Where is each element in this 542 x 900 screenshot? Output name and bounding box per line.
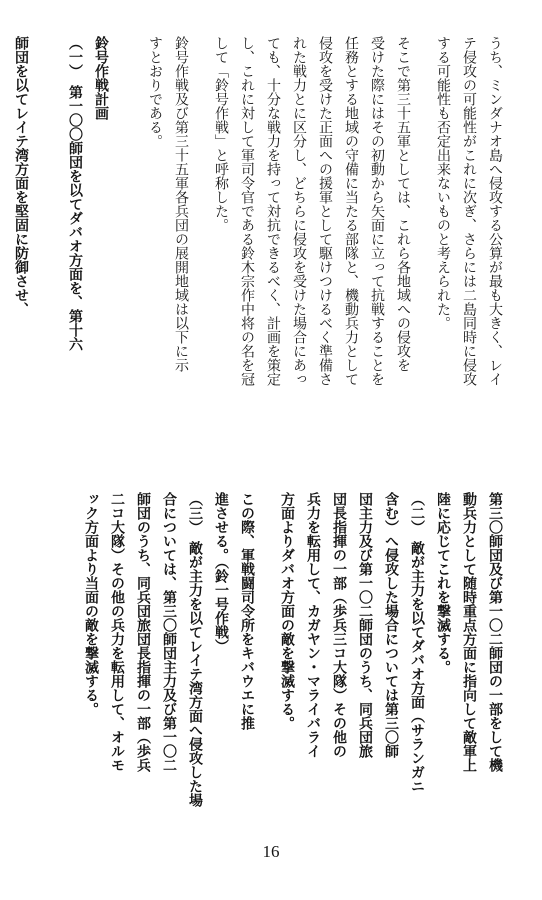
- section-heading: 鈴号作戦計画: [93, 36, 109, 120]
- list-item-continuation: 含む）へ侵攻した場合については第三〇師: [383, 492, 399, 758]
- list-item-continuation: 師団を以てレイテ湾方面を堅固に防御させ、: [13, 36, 29, 316]
- list-item: （一） 第一〇〇師団を以てダバオ方面を、第十六: [67, 36, 83, 351]
- list-item-continuation: ック方面より当面の敵を撃滅する。: [83, 492, 99, 716]
- list-item: （二） 敵が主力を以てダバオ方面（サランガニ: [409, 492, 425, 793]
- text-line: れた戦力とに区分し、どちらに侵攻を受けた場合にあっ: [291, 36, 307, 386]
- text-line: 鈴号作戦及び第三十五軍各兵団の展開地域は以下に示: [173, 36, 189, 372]
- page-number: 16: [262, 842, 280, 861]
- list-item-continuation: 方面よりダバオ方面の敵を撃滅する。: [279, 492, 295, 730]
- text-line: すとおりである。: [147, 36, 163, 148]
- list-item-continuation: 団長指揮の一部（歩兵三コ大隊）その他の: [331, 492, 347, 758]
- top-text-block: [13, 36, 508, 416]
- list-item-continuation: 進させる。（鈴一号作戦）: [213, 492, 229, 653]
- text-line: し、これに対して軍司令官である鈴木宗作中将の名を冠: [239, 36, 255, 386]
- bottom-text-block: [34, 492, 508, 832]
- list-item-continuation: 動兵力として随時重点方面に指向して敵軍上: [461, 492, 477, 772]
- list-item-continuation: 合については、第三〇師団主力及び第一〇二: [161, 492, 177, 772]
- text-line: 侵攻を受けた正面への援軍として駆けつけるべく準備さ: [317, 36, 333, 386]
- text-line: して「鈴号作戦」と呼称した。: [213, 36, 229, 232]
- list-item-continuation: 兵力を転用して、カガヤン・マライバライ: [305, 492, 321, 758]
- text-line: ても、十分な戦力を持って対抗できるべく、計画を策定: [265, 36, 281, 386]
- list-item-continuation: 師団のうち、同兵団旅団長指揮の一部（歩兵: [135, 492, 151, 772]
- list-item: （三） 敵が主力を以てレイテ湾方面へ侵攻した場: [187, 492, 203, 807]
- text-line: する可能性も否定出来ないものと考えられた。: [435, 36, 451, 330]
- list-item-continuation: この際、軍戦闘司令所をキバウエに推: [239, 492, 255, 730]
- list-item-continuation: 陸に応じてこれを撃滅する。: [435, 492, 451, 674]
- text-line: テ侵攻の可能性がこれに次ぎ、さらには二島同時に侵攻: [461, 36, 477, 386]
- text-line: うち、ミンダナオ島へ侵攻する公算が最も大きく、レイ: [487, 36, 503, 386]
- list-item-continuation: 団主力及び第一〇二師団のうち、同兵団旅: [357, 492, 373, 758]
- list-item-continuation: 二コ大隊）その他の兵力を転用して、オルモ: [109, 492, 125, 772]
- text-line: 任務とする地域の守備に当たる部隊と、機動兵力として: [343, 36, 359, 386]
- text-line: そこで第三十五軍としては、これら各地域への侵攻を: [395, 36, 411, 372]
- text-line: 受けた際にはその初動から矢面に立って抗戦することを: [369, 36, 385, 386]
- list-item-continuation: 第三〇師団及び第一〇二師団の一部をして機: [487, 492, 503, 772]
